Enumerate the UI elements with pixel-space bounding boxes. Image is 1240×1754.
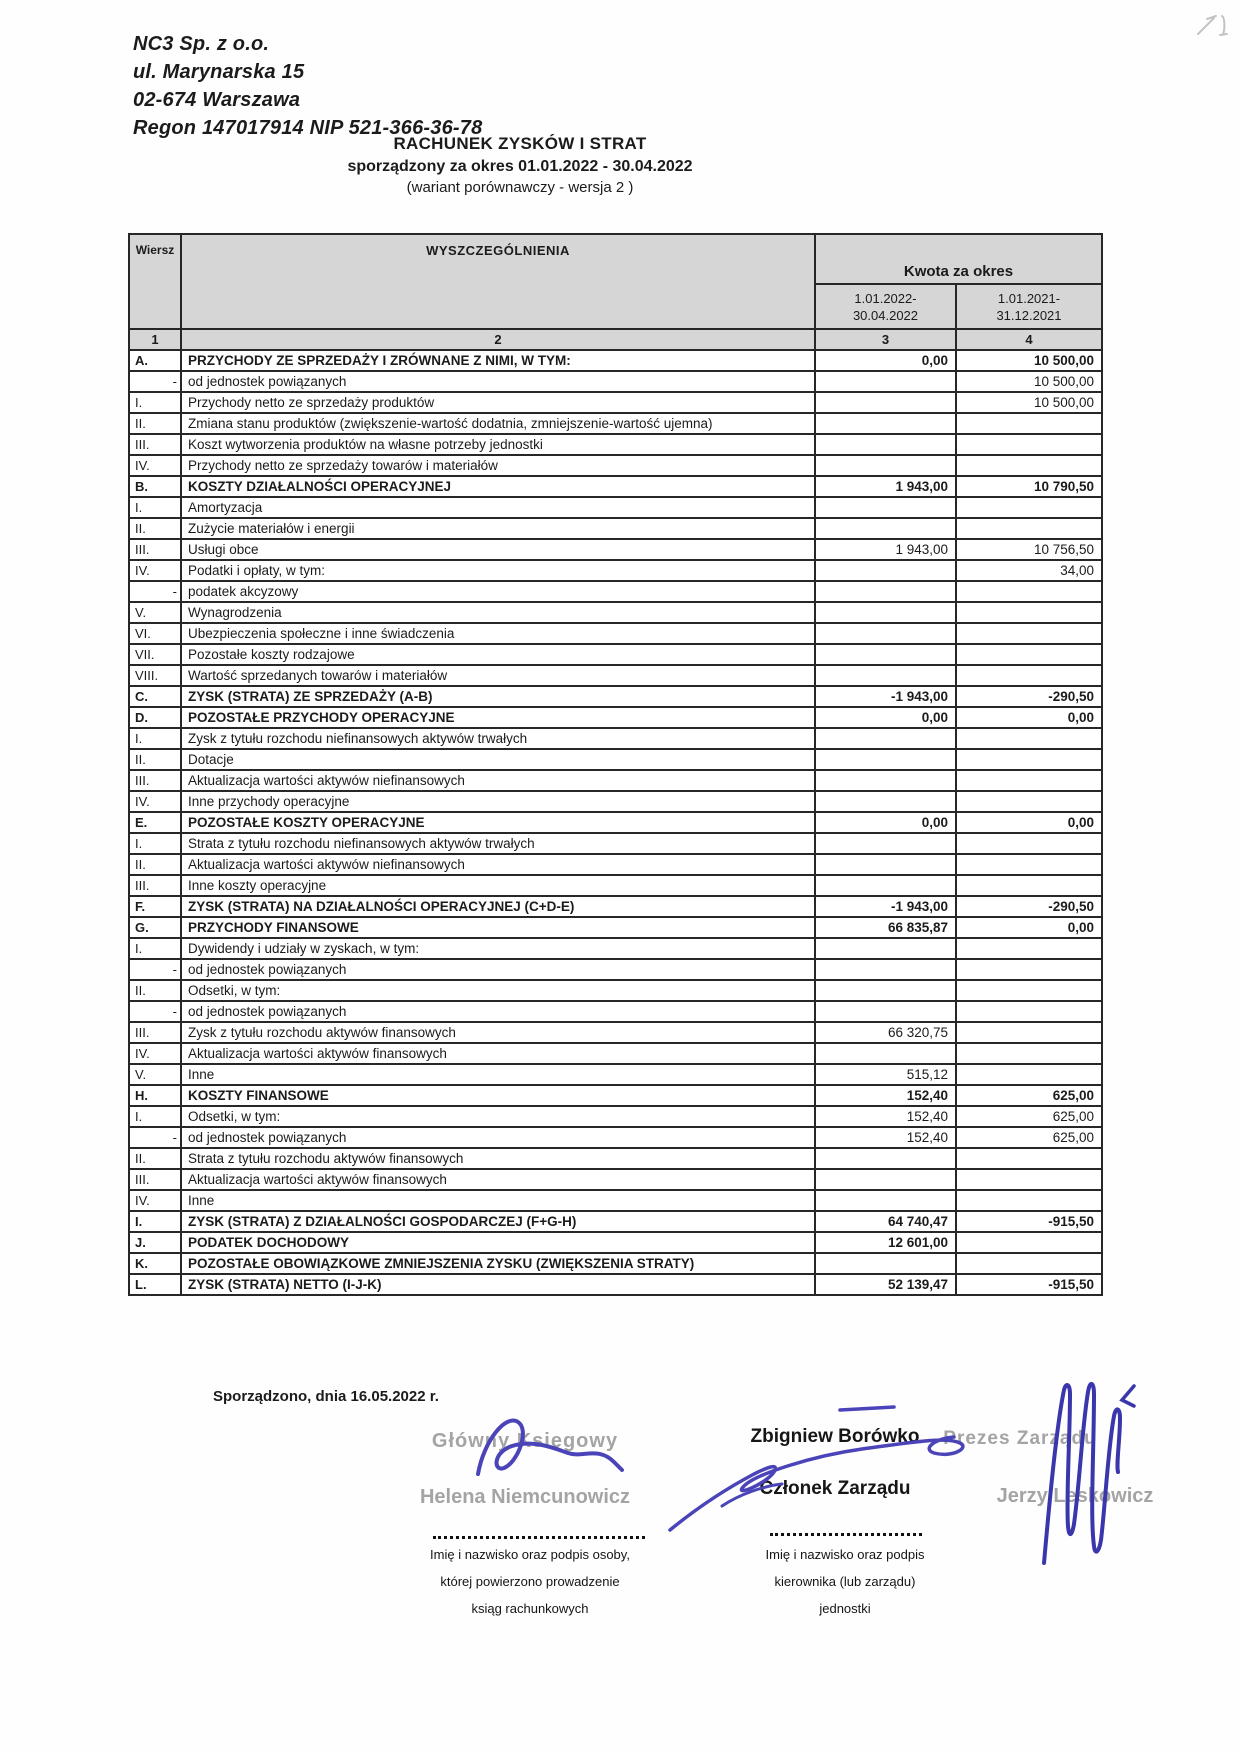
table-row [129, 833, 1102, 854]
row-symbol: D. [129, 707, 181, 728]
title-block [130, 134, 910, 196]
row-value-current [815, 581, 956, 602]
middle-caption-line2: kierownika (lub zarządu) [774, 1574, 916, 1589]
row-label: od jednostek powiązanych [181, 959, 815, 980]
table-row [129, 770, 1102, 791]
row-label: POZOSTAŁE OBOWIĄZKOWE ZMNIEJSZENIA ZYSKU (ZWIĘKSZENIA STRATY) [181, 1253, 815, 1274]
col-header-wiersz: Wiersz [129, 234, 181, 329]
row-value-previous [956, 518, 1102, 539]
row-value-previous: 625,00 [956, 1127, 1102, 1148]
row-symbol: I. [129, 497, 181, 518]
row-symbol: I. [129, 833, 181, 854]
table-row [129, 518, 1102, 539]
row-symbol: III. [129, 1022, 181, 1043]
row-value-previous: 10 500,00 [956, 371, 1102, 392]
period-previous-line2: 31.12.2021 [996, 307, 1062, 323]
period-previous-line1: 1.01.2021- [997, 290, 1061, 306]
row-value-current [815, 833, 956, 854]
row-label: ZYSK (STRATA) ZE SPRZEDAŻY (A-B) [181, 686, 815, 707]
row-value-current [815, 980, 956, 1001]
row-label: Dywidendy i udziały w zyskach, w tym: [181, 938, 815, 959]
row-symbol: - [129, 959, 181, 980]
row-symbol: IV. [129, 560, 181, 581]
left-caption-line2: której powierzono prowadzenie [440, 1574, 620, 1589]
table-row [129, 665, 1102, 686]
row-symbol: IV. [129, 1190, 181, 1211]
row-symbol: J. [129, 1232, 181, 1253]
row-value-previous [956, 1169, 1102, 1190]
row-symbol: VIII. [129, 665, 181, 686]
row-symbol: VII. [129, 644, 181, 665]
row-label: od jednostek powiązanych [181, 1127, 815, 1148]
row-value-current: 152,40 [815, 1085, 956, 1106]
table-row [129, 539, 1102, 560]
table-row [129, 896, 1102, 917]
row-label: KOSZTY DZIAŁALNOŚCI OPERACYJNEJ [181, 476, 815, 497]
signature-line-left [433, 1522, 645, 1539]
row-value-current [815, 665, 956, 686]
company-street: ul. Marynarska 15 [133, 61, 305, 83]
table-row [129, 854, 1102, 875]
table-row [129, 371, 1102, 392]
company-letterhead [133, 30, 482, 142]
table-row [129, 1001, 1102, 1022]
row-symbol: II. [129, 1148, 181, 1169]
row-label: podatek akcyzowy [181, 581, 815, 602]
row-symbol: B. [129, 476, 181, 497]
row-value-previous [956, 770, 1102, 791]
row-symbol: V. [129, 602, 181, 623]
table-row [129, 917, 1102, 938]
table-row [129, 455, 1102, 476]
row-symbol: IV. [129, 1043, 181, 1064]
row-label: Inne przychody operacyjne [181, 791, 815, 812]
row-value-previous [956, 413, 1102, 434]
row-value-current [815, 518, 956, 539]
table-row [129, 1211, 1102, 1232]
table-row [129, 959, 1102, 980]
left-caption-line3: ksiąg rachunkowych [471, 1601, 589, 1616]
table-row [129, 1148, 1102, 1169]
row-label: Aktualizacja wartości aktywów finansowych [181, 1169, 815, 1190]
row-value-current: 1 943,00 [815, 539, 956, 560]
row-symbol: II. [129, 854, 181, 875]
row-value-previous [956, 749, 1102, 770]
col-header-amount-group: Kwota za okres [815, 234, 1102, 284]
row-symbol: - [129, 1127, 181, 1148]
row-label: ZYSK (STRATA) Z DZIAŁALNOŚCI GOSPODARCZEJ (F+G-H) [181, 1211, 815, 1232]
period-current-line2: 30.04.2022 [852, 307, 919, 323]
row-value-previous [956, 581, 1102, 602]
table-row [129, 791, 1102, 812]
row-symbol: II. [129, 749, 181, 770]
row-value-current [815, 644, 956, 665]
profit-loss-table [128, 233, 1103, 1296]
row-symbol: I. [129, 728, 181, 749]
col-header-period-previous [956, 284, 1102, 329]
row-symbol: F. [129, 896, 181, 917]
row-value-current [815, 455, 956, 476]
row-value-current [815, 770, 956, 791]
row-value-current: 152,40 [815, 1106, 956, 1127]
left-signature-captions [378, 1541, 682, 1622]
row-label: od jednostek powiązanych [181, 1001, 815, 1022]
table-row [129, 1127, 1102, 1148]
table-row [129, 560, 1102, 581]
col-number-1: 1 [129, 329, 181, 350]
table-row [129, 476, 1102, 497]
row-value-current: 12 601,00 [815, 1232, 956, 1253]
row-value-previous [956, 644, 1102, 665]
row-value-previous [956, 938, 1102, 959]
president-role-stamp: Prezes Zarządu [943, 1428, 1097, 1449]
row-value-previous [956, 1001, 1102, 1022]
row-label: Odsetki, w tym: [181, 980, 815, 1001]
col-header-period-current [815, 284, 956, 329]
row-value-previous: 0,00 [956, 707, 1102, 728]
row-label: POZOSTAŁE KOSZTY OPERACYJNE [181, 812, 815, 833]
row-value-current: 0,00 [815, 812, 956, 833]
row-value-current [815, 1148, 956, 1169]
row-symbol: A. [129, 350, 181, 371]
row-symbol: VI. [129, 623, 181, 644]
row-value-current [815, 392, 956, 413]
table-row [129, 602, 1102, 623]
row-label: Koszt wytworzenia produktów na własne potrzeby jednostki [181, 434, 815, 455]
row-value-previous: 625,00 [956, 1106, 1102, 1127]
row-label: Zużycie materiałów i energii [181, 518, 815, 539]
row-value-previous [956, 854, 1102, 875]
row-value-current [815, 371, 956, 392]
row-value-previous: -915,50 [956, 1274, 1102, 1295]
row-value-previous: 34,00 [956, 560, 1102, 581]
row-value-current [815, 854, 956, 875]
table-row [129, 728, 1102, 749]
table-row [129, 497, 1102, 518]
row-label: Wynagrodzenia [181, 602, 815, 623]
row-value-current [815, 1001, 956, 1022]
col-number-4: 4 [956, 329, 1102, 350]
row-value-current [815, 1253, 956, 1274]
row-symbol: G. [129, 917, 181, 938]
row-value-previous [956, 1148, 1102, 1169]
row-value-previous: 10 756,50 [956, 539, 1102, 560]
chief-accountant-name-stamp: Helena Niemcunowicz [419, 1486, 631, 1508]
row-value-current: 66 835,87 [815, 917, 956, 938]
row-value-previous [956, 455, 1102, 476]
row-label: Inne [181, 1064, 815, 1085]
row-symbol: III. [129, 770, 181, 791]
row-value-current [815, 875, 956, 896]
row-value-previous [956, 1232, 1102, 1253]
row-value-current: 515,12 [815, 1064, 956, 1085]
row-value-previous [956, 833, 1102, 854]
row-label: ZYSK (STRATA) NETTO (I-J-K) [181, 1274, 815, 1295]
table-row [129, 413, 1102, 434]
row-value-current [815, 1043, 956, 1064]
row-label: Odsetki, w tym: [181, 1106, 815, 1127]
table-row [129, 1085, 1102, 1106]
table-row [129, 350, 1102, 371]
row-symbol: III. [129, 875, 181, 896]
row-value-previous [956, 1253, 1102, 1274]
table-row [129, 434, 1102, 455]
row-symbol: C. [129, 686, 181, 707]
row-label: KOSZTY FINANSOWE [181, 1085, 815, 1106]
row-value-previous [956, 791, 1102, 812]
document-variant: (wariant porównawczy - wersja 2 ) [406, 179, 634, 196]
row-label: POZOSTAŁE PRZYCHODY OPERACYJNE [181, 707, 815, 728]
row-value-current [815, 791, 956, 812]
row-symbol: - [129, 1001, 181, 1022]
row-value-current [815, 959, 956, 980]
table-row [129, 875, 1102, 896]
row-label: Aktualizacja wartości aktywów niefinansowych [181, 770, 815, 791]
row-value-previous [956, 980, 1102, 1001]
row-label: Aktualizacja wartości aktywów niefinansowych [181, 854, 815, 875]
row-value-current [815, 728, 956, 749]
row-symbol: I. [129, 938, 181, 959]
row-value-current [815, 1169, 956, 1190]
row-value-current [815, 413, 956, 434]
table-row [129, 707, 1102, 728]
row-value-previous: -290,50 [956, 686, 1102, 707]
row-label: Pozostałe koszty rodzajowe [181, 644, 815, 665]
company-city: 02-674 Warszawa [133, 89, 301, 111]
row-symbol: L. [129, 1274, 181, 1295]
row-symbol: I. [129, 392, 181, 413]
row-value-previous [956, 1064, 1102, 1085]
row-label: Przychody netto ze sprzedaży towarów i materiałów [181, 455, 815, 476]
row-value-current [815, 749, 956, 770]
table-row [129, 623, 1102, 644]
row-label: Podatki i opłaty, w tym: [181, 560, 815, 581]
president-name-stamp: Jerzy Leskowicz [996, 1485, 1154, 1507]
row-value-previous: 0,00 [956, 917, 1102, 938]
row-label: od jednostek powiązanych [181, 371, 815, 392]
row-label: Przychody netto ze sprzedaży produktów [181, 392, 815, 413]
middle-signature-captions [700, 1541, 990, 1622]
table-row [129, 1043, 1102, 1064]
document-period: sporządzony za okres 01.01.2022 - 30.04.2022 [347, 158, 693, 175]
row-value-current: 64 740,47 [815, 1211, 956, 1232]
row-label: Strata z tytułu rozchodu aktywów finansowych [181, 1148, 815, 1169]
row-value-current [815, 623, 956, 644]
row-value-previous [956, 728, 1102, 749]
table-row [129, 392, 1102, 413]
row-label: Usługi obce [181, 539, 815, 560]
row-symbol: V. [129, 1064, 181, 1085]
row-value-previous: -290,50 [956, 896, 1102, 917]
row-value-current: -1 943,00 [815, 896, 956, 917]
row-label: PRZYCHODY ZE SPRZEDAŻY I ZRÓWNANE Z NIMI, W TYM: [181, 350, 815, 371]
row-symbol: H. [129, 1085, 181, 1106]
profit-loss-rows [129, 350, 1102, 1295]
document-title: RACHUNEK ZYSKÓW I STRAT [393, 134, 647, 153]
period-current-line1: 1.01.2022- [854, 290, 917, 306]
col-number-3: 3 [815, 329, 956, 350]
row-symbol: I. [129, 1106, 181, 1127]
row-label: Amortyzacja [181, 497, 815, 518]
row-value-previous: 625,00 [956, 1085, 1102, 1106]
row-label: PRZYCHODY FINANSOWE [181, 917, 815, 938]
row-label: Zysk z tytułu rozchodu aktywów finansowych [181, 1022, 815, 1043]
row-value-previous: 10 500,00 [956, 350, 1102, 371]
row-value-current: 0,00 [815, 350, 956, 371]
table-row [129, 980, 1102, 1001]
row-symbol: III. [129, 539, 181, 560]
row-value-previous [956, 1190, 1102, 1211]
row-symbol: - [129, 371, 181, 392]
row-symbol: II. [129, 518, 181, 539]
board-member-name: Zbigniew Borówko [750, 1426, 920, 1447]
row-symbol: III. [129, 434, 181, 455]
table-row [129, 686, 1102, 707]
row-value-previous: 10 790,50 [956, 476, 1102, 497]
row-label: Aktualizacja wartości aktywów finansowych [181, 1043, 815, 1064]
company-name: NC3 Sp. z o.o. [133, 33, 270, 55]
row-label: Dotacje [181, 749, 815, 770]
row-value-previous [956, 497, 1102, 518]
row-value-previous: 10 500,00 [956, 392, 1102, 413]
table-row [129, 1022, 1102, 1043]
table-row [129, 581, 1102, 602]
row-value-previous [956, 623, 1102, 644]
chief-accountant-signature [462, 1408, 632, 1498]
row-symbol: III. [129, 1169, 181, 1190]
table-row [129, 1064, 1102, 1085]
row-symbol: K. [129, 1253, 181, 1274]
prepared-date: Sporządzono, dnia 16.05.2022 r. [213, 1388, 439, 1405]
row-symbol: II. [129, 980, 181, 1001]
row-value-current: 152,40 [815, 1127, 956, 1148]
row-value-previous: 0,00 [956, 812, 1102, 833]
row-value-current [815, 602, 956, 623]
chief-accountant-role-stamp: Główny Księgowy [431, 1430, 619, 1452]
table-row [129, 1253, 1102, 1274]
table-row [129, 1274, 1102, 1295]
company-regon-nip: Regon 147017914 NIP 521-366-36-78 [133, 117, 483, 139]
row-label: Inne koszty operacyjne [181, 875, 815, 896]
table-row [129, 938, 1102, 959]
row-symbol: II. [129, 413, 181, 434]
row-value-previous [956, 875, 1102, 896]
row-symbol: IV. [129, 791, 181, 812]
row-value-current: 52 139,47 [815, 1274, 956, 1295]
row-value-current [815, 560, 956, 581]
row-value-previous [956, 1043, 1102, 1064]
row-value-current [815, 434, 956, 455]
table-row [129, 1169, 1102, 1190]
row-label: PODATEK DOCHODOWY [181, 1232, 815, 1253]
row-value-current: -1 943,00 [815, 686, 956, 707]
president-signature [1022, 1368, 1152, 1578]
row-label: Ubezpieczenia społeczne i inne świadczenia [181, 623, 815, 644]
row-value-previous [956, 1022, 1102, 1043]
middle-caption-line1: Imię i nazwisko oraz podpis [765, 1547, 925, 1562]
table-row [129, 1106, 1102, 1127]
row-symbol: IV. [129, 455, 181, 476]
row-symbol: I. [129, 1211, 181, 1232]
row-label: Wartość sprzedanych towarów i materiałów [181, 665, 815, 686]
row-value-previous [956, 959, 1102, 980]
scan-artifact-mark [1192, 10, 1236, 40]
row-value-current: 66 320,75 [815, 1022, 956, 1043]
row-label: ZYSK (STRATA) NA DZIAŁALNOŚCI OPERACYJNEJ (C+D-E) [181, 896, 815, 917]
table-row [129, 1190, 1102, 1211]
row-value-previous [956, 434, 1102, 455]
row-value-current: 1 943,00 [815, 476, 956, 497]
col-header-details: WYSZCZEGÓLNIENIA [181, 234, 815, 329]
row-symbol: E. [129, 812, 181, 833]
left-caption-line1: Imię i nazwisko oraz podpis osoby, [430, 1547, 630, 1562]
row-value-current [815, 938, 956, 959]
row-value-previous [956, 602, 1102, 623]
row-value-previous [956, 665, 1102, 686]
row-value-current [815, 497, 956, 518]
row-value-current [815, 1190, 956, 1211]
table-row [129, 644, 1102, 665]
middle-caption-line3: jednostki [819, 1601, 871, 1616]
signature-line-middle [770, 1519, 922, 1536]
col-number-2: 2 [181, 329, 815, 350]
row-label: Strata z tytułu rozchodu niefinansowych aktywów trwałych [181, 833, 815, 854]
row-label: Zmiana stanu produktów (zwiększenie-wartość dodatnia, zmniejszenie-wartość ujemna) [181, 413, 815, 434]
row-label: Zysk z tytułu rozchodu niefinansowych aktywów trwałych [181, 728, 815, 749]
board-member-role: Członek Zarządu [759, 1478, 911, 1499]
row-label: Inne [181, 1190, 815, 1211]
table-row [129, 1232, 1102, 1253]
table-row [129, 749, 1102, 770]
row-value-current: 0,00 [815, 707, 956, 728]
row-value-previous: -915,50 [956, 1211, 1102, 1232]
table-row [129, 812, 1102, 833]
row-symbol: - [129, 581, 181, 602]
